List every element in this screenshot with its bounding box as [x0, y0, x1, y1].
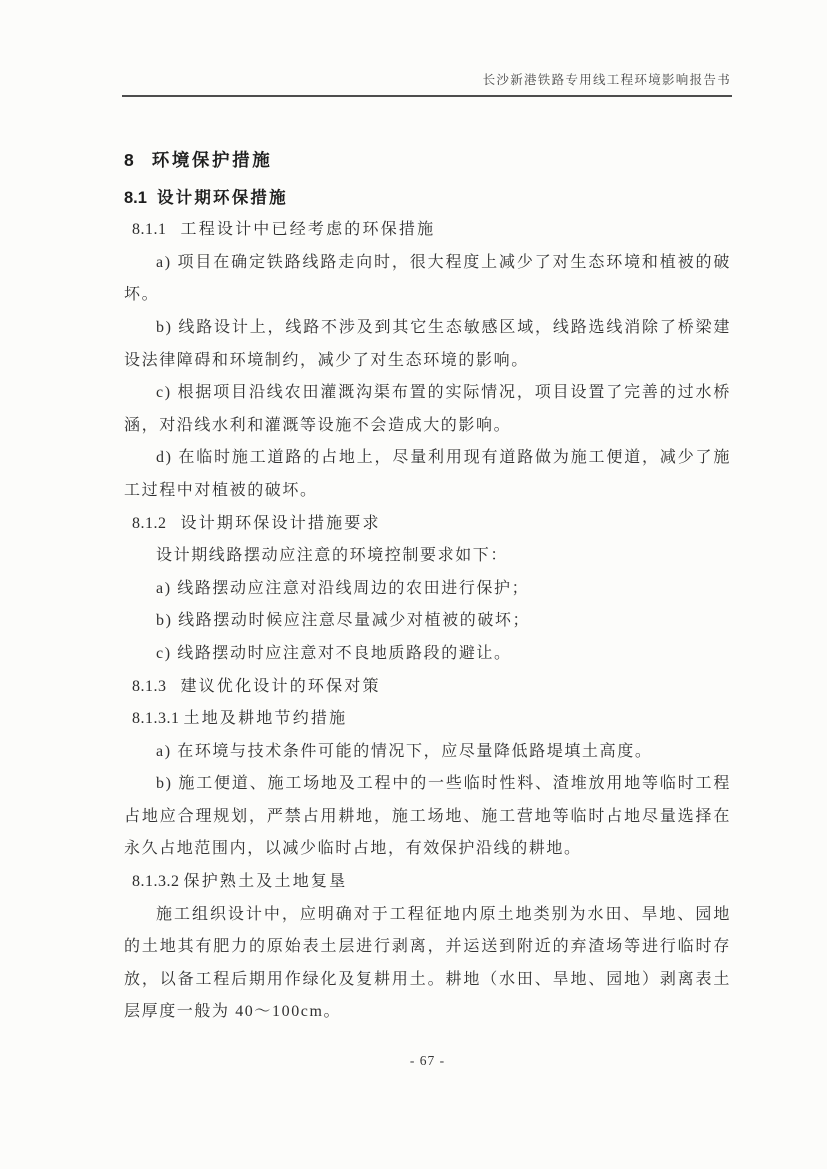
subsubsection-heading-8-1-3-2 — [124, 866, 731, 899]
chapter-title: 环境保护措施 — [151, 150, 273, 170]
list-item-a: a) 线路摆动应注意对沿线周边的农田进行保护； — [156, 579, 530, 597]
document-body — [124, 144, 731, 1029]
subsection-number: 8.1.2 — [132, 514, 167, 532]
subsection-heading-8-1-2 — [124, 508, 731, 541]
list-item-b: b) 施工便道、施工场地及工程中的一些临时性料、渣堆放用地等临时工程占地应合理规划，严禁占用耕地，施工场地、施工营地等临时占地尽量选择在永久占地范围内，以减少临时占地，有效保护沿线的耕地。 — [124, 775, 731, 858]
list-item-a: a) 在环境与技术条件可能的情况下，应尽量降低路堤填土高度。 — [156, 742, 653, 760]
subsection-number: 8.1.3 — [132, 677, 167, 695]
running-header-title: 长沙新港铁路专用线工程环境影响报告书 — [482, 73, 731, 87]
list-item-c: c) 线路摆动时应注意对不良地质路段的避让。 — [156, 644, 512, 662]
list-item-b: b) 线路摆动时候应注意尽量减少对植被的破坏； — [156, 612, 531, 630]
subsubsection-title: 保护熟土及土地复垦 — [183, 873, 348, 891]
subsubsection-number: 8.1.3.2 — [132, 873, 180, 891]
subsection-title: 工程设计中已经考虑的环保措施 — [180, 221, 436, 239]
header-rule — [122, 95, 732, 97]
paragraph-item-a: a) 项目在确定铁路线路走向时，很大程度上减少了对生态环境和植被的破坏。 — [124, 253, 731, 304]
page-number: - 67 - — [409, 1053, 446, 1068]
section-number: 8.1 — [124, 188, 147, 207]
paragraph-item-d: d) 在临时施工道路的占地上，尽量利用现有道路做为施工便道，减少了施工过程中对植被的破坏。 — [124, 449, 731, 499]
subsection-title: 设计期环保设计措施要求 — [180, 514, 381, 532]
paragraph-body: 施工组织设计中，应明确对于工程征地内原土地类别为水田、旱地、园地的土地其有肥力的原始表土层进行剥离，并运送到附近的弃渣场等进行临时存放，以备工程后期用作绿化及复耕用土。耕地（水田、旱地、园地）剥离表土层厚度一般为 40～100cm。 — [124, 905, 731, 1021]
section-title: 设计期环保措施 — [156, 188, 288, 207]
paragraph-item-b: b) 线路设计上，线路不涉及到其它生态敏感区域，线路选线消除了桥梁建设法律障碍和环境制约，减少了对生态环境的影响。 — [124, 318, 731, 369]
subsubsection-title: 土地及耕地节约措施 — [183, 710, 348, 728]
paragraph-item-c: c) 根据项目沿线农田灌溉沟渠布置的实际情况，项目设置了完善的过水桥涵，对沿线水利和灌溉等设施不会造成大的影响。 — [124, 384, 731, 434]
section-heading-8-1 — [124, 182, 731, 215]
paragraph-intro: 设计期线路摆动应注意的环境控制要求如下： — [156, 547, 509, 565]
subsection-heading-8-1-3 — [124, 671, 731, 704]
chapter-number: 8 — [124, 150, 134, 170]
subsubsection-number: 8.1.3.1 — [132, 710, 180, 728]
subsection-heading-8-1-1 — [124, 214, 731, 247]
subsection-title: 建议优化设计的环保对策 — [180, 677, 381, 695]
subsubsection-heading-8-1-3-1 — [124, 703, 731, 736]
subsection-number: 8.1.1 — [132, 221, 167, 239]
chapter-heading — [124, 144, 731, 177]
